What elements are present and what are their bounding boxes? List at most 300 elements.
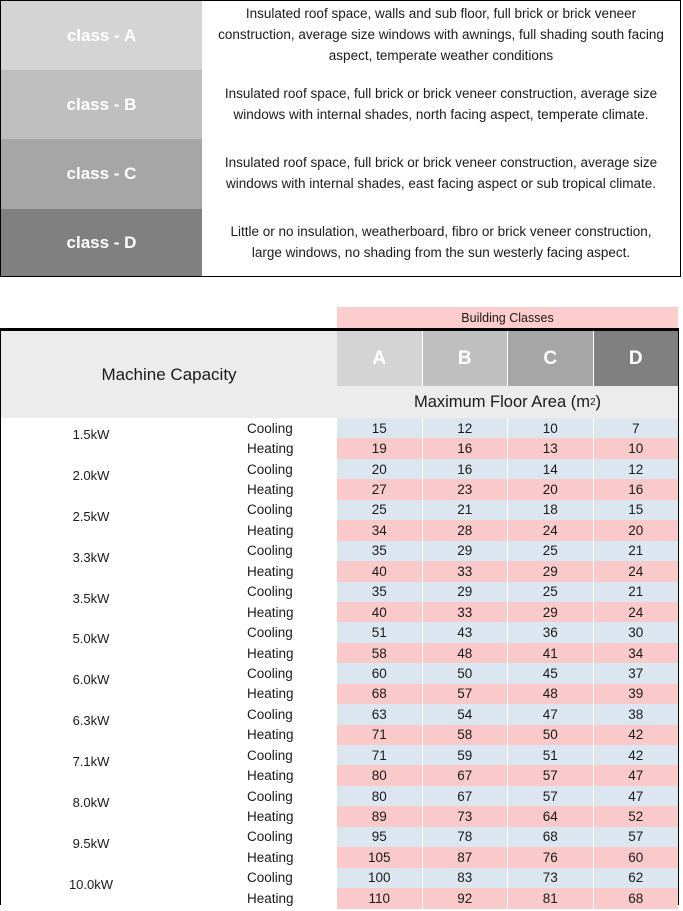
value-text: 89 <box>371 809 387 825</box>
value-text: 64 <box>542 809 558 825</box>
value-cell <box>423 643 509 663</box>
mode-cell-cooling <box>181 786 337 806</box>
value-text: 67 <box>457 768 473 784</box>
mode-cell-cooling <box>181 622 337 642</box>
mode-label: Cooling <box>247 706 293 722</box>
value-text: 45 <box>542 665 558 681</box>
max-floor-area-text: Maximum Floor Area (m <box>413 392 590 411</box>
value-text: 16 <box>628 482 644 498</box>
value-cell <box>508 561 594 581</box>
value-text: 81 <box>542 890 558 906</box>
table-row <box>1 459 678 483</box>
value-cell <box>508 786 594 806</box>
table-row <box>1 704 678 729</box>
class-column-header-a <box>337 331 423 386</box>
value-cell <box>423 888 509 908</box>
value-cell <box>594 868 679 888</box>
value-text: 15 <box>371 420 387 436</box>
class-column-letter: B <box>457 347 472 369</box>
capacity-cell <box>1 663 181 688</box>
value-text: 54 <box>457 706 473 722</box>
capacity-cell <box>1 459 181 483</box>
value-text: 21 <box>628 584 644 600</box>
table-row <box>1 868 678 892</box>
mode-cell-cooling <box>181 459 337 479</box>
capacity-label: 10.0kW <box>68 876 114 892</box>
value-text: 38 <box>628 706 644 722</box>
value-text: 35 <box>371 584 387 600</box>
capacity-label: 2.0kW <box>72 467 110 483</box>
value-cell <box>594 684 679 704</box>
mode-label: Heating <box>247 890 294 906</box>
value-cell <box>337 745 423 765</box>
table-row <box>1 622 678 647</box>
value-cell <box>423 704 509 724</box>
building-classes-super-header <box>337 307 678 328</box>
value-text: 28 <box>457 522 473 538</box>
value-text: 47 <box>628 788 644 804</box>
value-cell <box>423 847 509 867</box>
mode-cell-heating <box>181 561 337 581</box>
capacity-label: 6.0kW <box>72 672 110 688</box>
value-text: 19 <box>371 441 387 457</box>
mode-cell-cooling <box>181 663 337 683</box>
value-cell <box>508 765 594 785</box>
value-text: 60 <box>628 849 644 865</box>
class-description: Insulated roof space, full brick or brick veneer construction, average size windows with internal shades, north facing aspect, temperate climate. <box>224 85 658 122</box>
value-text: 63 <box>371 706 387 722</box>
table-row <box>1 786 678 810</box>
class-swatch-b <box>1 70 202 139</box>
value-cell <box>337 663 423 683</box>
value-text: 33 <box>457 604 473 620</box>
value-text: 10 <box>542 420 558 436</box>
mode-label: Cooling <box>247 829 293 845</box>
value-text: 51 <box>542 747 558 763</box>
value-cell <box>423 541 509 561</box>
mode-label: Heating <box>247 522 294 538</box>
value-cell <box>337 725 423 745</box>
value-cell <box>423 459 509 479</box>
mode-cell-heating <box>181 602 337 622</box>
value-text: 60 <box>371 665 387 681</box>
mode-label: Heating <box>247 645 294 661</box>
table-row <box>1 500 678 524</box>
value-cell <box>423 438 509 458</box>
value-cell <box>337 622 423 642</box>
class-swatch-a <box>1 1 202 70</box>
value-cell <box>337 479 423 499</box>
maximum-floor-area-label <box>337 386 678 418</box>
mode-label: Cooling <box>247 420 293 436</box>
value-text: 80 <box>371 768 387 784</box>
value-cell <box>337 418 423 438</box>
value-text: 47 <box>628 768 644 784</box>
value-cell <box>508 602 594 622</box>
class-letter-strip <box>337 331 678 386</box>
mode-label: Cooling <box>247 665 293 681</box>
mode-cell-cooling <box>181 418 337 438</box>
value-cell <box>508 663 594 683</box>
value-text: 18 <box>542 502 558 518</box>
value-cell <box>508 888 594 908</box>
value-cell <box>337 847 423 867</box>
value-cell <box>594 765 679 785</box>
mode-cell-cooling <box>181 541 337 561</box>
value-text: 52 <box>628 809 644 825</box>
table-row <box>1 663 678 688</box>
building-class-legend <box>0 0 681 277</box>
floor-area-table <box>0 307 683 911</box>
value-cell <box>594 582 679 602</box>
value-text: 30 <box>628 625 644 641</box>
capacity-cell <box>1 500 181 524</box>
value-cell <box>594 725 679 745</box>
value-cell <box>594 479 679 499</box>
value-cell <box>337 684 423 704</box>
value-cell <box>508 438 594 458</box>
value-cell <box>508 418 594 438</box>
value-text: 29 <box>542 563 558 579</box>
value-text: 27 <box>371 482 387 498</box>
max-floor-area-tail: ) <box>595 392 602 411</box>
capacity-label: 6.3kW <box>72 713 110 729</box>
capacity-cell <box>1 418 181 442</box>
mode-cell-cooling <box>181 827 337 847</box>
value-cell <box>337 786 423 806</box>
value-cell <box>423 479 509 499</box>
value-cell <box>594 663 679 683</box>
value-cell <box>594 500 679 520</box>
capacity-label: 2.5kW <box>72 508 110 524</box>
mode-label: Heating <box>247 563 294 579</box>
value-cell <box>423 725 509 745</box>
value-text: 29 <box>457 584 473 600</box>
value-cell <box>594 561 679 581</box>
value-cell <box>508 704 594 724</box>
mode-label: Cooling <box>247 788 293 804</box>
value-text: 41 <box>542 645 558 661</box>
value-cell <box>594 602 679 622</box>
value-text: 50 <box>457 665 473 681</box>
class-description: Insulated roof space, walls and sub floor, full brick or brick veneer construction, average size windows with awnings, full shading south facing aspect, temperate weather conditions <box>218 6 664 63</box>
value-text: 62 <box>628 870 644 886</box>
value-text: 68 <box>628 890 644 906</box>
capacity-label: 7.1kW <box>72 754 110 769</box>
class-swatch-label: class - A <box>66 25 137 45</box>
value-cell <box>423 520 509 540</box>
class-description: Insulated roof space, full brick or brick veneer construction, average size windows with internal shades, east facing aspect or sub tropical climate. <box>224 155 658 191</box>
mode-label: Cooling <box>247 543 293 559</box>
value-cell <box>594 847 679 867</box>
value-text: 15 <box>628 502 644 518</box>
value-cell <box>423 827 509 847</box>
mode-cell-cooling <box>181 868 337 888</box>
machine-capacity-label: Machine Capacity <box>101 364 237 384</box>
value-text: 48 <box>457 645 473 661</box>
value-text: 29 <box>457 543 473 559</box>
value-cell <box>594 520 679 540</box>
mode-cell-heating <box>181 888 337 908</box>
value-cell <box>594 418 679 438</box>
mode-cell-cooling <box>181 745 337 765</box>
value-cell <box>508 541 594 561</box>
legend-row <box>1 209 680 276</box>
mode-label: Cooling <box>247 625 293 641</box>
class-swatch-d <box>1 209 202 276</box>
value-text: 12 <box>628 461 644 477</box>
value-text: 83 <box>457 870 473 886</box>
value-text: 43 <box>457 625 473 641</box>
value-text: 48 <box>542 686 558 702</box>
value-text: 71 <box>371 747 387 763</box>
value-text: 78 <box>457 829 473 845</box>
value-text: 20 <box>371 461 387 477</box>
value-cell <box>508 582 594 602</box>
value-text: 16 <box>457 461 473 477</box>
capacity-cell <box>1 541 181 565</box>
mode-cell-heating <box>181 765 337 785</box>
mode-cell-cooling <box>181 500 337 520</box>
value-cell <box>337 520 423 540</box>
capacity-cell <box>1 745 181 769</box>
value-text: 29 <box>542 604 558 620</box>
legend-row <box>1 70 680 139</box>
value-text: 80 <box>371 788 387 804</box>
value-cell <box>423 786 509 806</box>
value-text: 14 <box>542 461 558 477</box>
mode-label: Heating <box>247 809 294 825</box>
table-row <box>1 827 678 851</box>
value-cell <box>337 438 423 458</box>
legend-row <box>1 139 680 209</box>
table-data-rows <box>1 418 678 909</box>
mode-cell-heating <box>181 725 337 745</box>
building-classes-label: Building Classes <box>461 310 554 325</box>
mode-label: Heating <box>247 768 294 784</box>
value-cell <box>594 541 679 561</box>
value-cell <box>423 622 509 642</box>
value-text: 33 <box>457 563 473 579</box>
value-text: 24 <box>542 522 558 538</box>
value-cell <box>594 643 679 663</box>
value-text: 36 <box>542 625 558 641</box>
value-cell <box>508 643 594 663</box>
capacity-label: 3.5kW <box>72 590 110 606</box>
table-row <box>1 745 678 769</box>
value-text: 12 <box>457 420 473 436</box>
value-text: 51 <box>371 625 387 641</box>
value-text: 10 <box>628 441 644 457</box>
value-text: 42 <box>628 747 644 763</box>
value-text: 40 <box>371 563 387 579</box>
value-cell <box>337 888 423 908</box>
class-column-letter: A <box>372 347 387 369</box>
value-text: 68 <box>371 686 387 702</box>
class-swatch-label: class - B <box>66 94 137 114</box>
value-cell <box>337 827 423 847</box>
value-cell <box>423 582 509 602</box>
value-cell <box>337 602 423 622</box>
value-cell <box>337 765 423 785</box>
mode-cell-heating <box>181 438 337 458</box>
value-cell <box>594 827 679 847</box>
mode-label: Cooling <box>247 502 293 518</box>
value-text: 57 <box>542 788 558 804</box>
value-text: 34 <box>628 645 644 661</box>
class-column-header-d <box>594 331 679 386</box>
value-cell <box>594 438 679 458</box>
mode-label: Heating <box>247 686 294 702</box>
value-text: 92 <box>457 890 473 906</box>
value-text: 35 <box>371 543 387 559</box>
capacity-label: 9.5kW <box>72 835 110 851</box>
value-text: 39 <box>628 686 644 702</box>
value-cell <box>423 561 509 581</box>
value-cell <box>508 827 594 847</box>
table-row <box>1 541 678 565</box>
mode-label: Heating <box>247 849 294 865</box>
value-cell <box>423 418 509 438</box>
value-cell <box>508 520 594 540</box>
value-cell <box>508 745 594 765</box>
class-column-header-c <box>508 331 594 386</box>
class-swatch-label: class - D <box>66 232 137 252</box>
value-text: 110 <box>368 890 391 906</box>
mode-cell-heating <box>181 847 337 867</box>
value-cell <box>423 684 509 704</box>
mode-label: Heating <box>247 604 294 620</box>
value-cell <box>337 704 423 724</box>
value-text: 58 <box>457 727 473 743</box>
mode-label: Cooling <box>247 870 293 886</box>
table-body-box <box>0 328 679 905</box>
value-cell <box>337 561 423 581</box>
capacity-label: 5.0kW <box>72 631 110 647</box>
mode-cell-cooling <box>181 704 337 724</box>
value-text: 105 <box>367 849 391 865</box>
value-text: 25 <box>371 502 387 518</box>
value-cell <box>508 684 594 704</box>
class-description: Little or no insulation, weatherboard, fibro or brick veneer construction, large windows, no shading from the sun westerly facing aspect. <box>230 223 652 260</box>
capacity-cell <box>1 582 181 606</box>
mode-label: Cooling <box>247 461 293 477</box>
value-cell <box>423 745 509 765</box>
capacity-cell <box>1 622 181 647</box>
value-text: 21 <box>457 502 473 518</box>
mode-label: Heating <box>247 727 294 743</box>
value-cell <box>423 806 509 826</box>
capacity-cell <box>1 704 181 729</box>
value-cell <box>508 847 594 867</box>
value-cell <box>423 602 509 622</box>
legend-row <box>1 1 680 70</box>
value-text: 7 <box>631 420 640 436</box>
value-text: 40 <box>371 604 387 620</box>
value-text: 23 <box>457 482 473 498</box>
value-cell <box>337 459 423 479</box>
value-text: 50 <box>542 727 558 743</box>
mode-cell-heating <box>181 643 337 663</box>
value-text: 24 <box>628 563 644 579</box>
capacity-label: 1.5kW <box>72 427 110 442</box>
value-text: 16 <box>457 441 473 457</box>
mode-label: Cooling <box>247 584 293 600</box>
value-cell <box>594 888 679 908</box>
value-cell <box>423 868 509 888</box>
value-text: 57 <box>542 768 558 784</box>
value-cell <box>594 459 679 479</box>
value-cell <box>423 500 509 520</box>
value-text: 73 <box>457 809 473 825</box>
value-text: 34 <box>371 522 387 538</box>
mode-cell-heating <box>181 479 337 499</box>
square-unit-superscript: 2 <box>589 396 596 408</box>
class-column-header-b <box>423 331 509 386</box>
mode-label: Heating <box>247 441 294 457</box>
mode-label: Heating <box>247 482 294 498</box>
value-cell <box>423 765 509 785</box>
value-text: 20 <box>628 522 644 538</box>
table-row <box>1 582 678 606</box>
value-cell <box>337 582 423 602</box>
capacity-cell <box>1 827 181 851</box>
value-text: 59 <box>457 747 473 763</box>
capacity-cell <box>1 786 181 810</box>
value-text: 20 <box>542 482 558 498</box>
capacity-label: 3.3kW <box>72 549 110 565</box>
value-cell <box>337 868 423 888</box>
mode-cell-heating <box>181 520 337 540</box>
class-swatch-label: class - C <box>66 164 137 183</box>
value-text: 25 <box>542 543 558 559</box>
class-columns-header <box>337 331 678 418</box>
value-text: 42 <box>628 727 644 743</box>
value-text: 95 <box>371 829 387 845</box>
value-cell <box>508 868 594 888</box>
mode-cell-heating <box>181 806 337 826</box>
value-cell <box>337 541 423 561</box>
class-column-letter: D <box>628 347 643 369</box>
value-cell <box>337 500 423 520</box>
value-text: 25 <box>542 584 558 600</box>
value-cell <box>594 806 679 826</box>
value-text: 67 <box>457 788 473 804</box>
value-cell <box>594 704 679 724</box>
value-cell <box>508 806 594 826</box>
mode-cell-cooling <box>181 582 337 602</box>
value-cell <box>423 663 509 683</box>
value-cell <box>594 745 679 765</box>
value-cell <box>508 622 594 642</box>
value-text: 100 <box>367 870 391 886</box>
value-cell <box>508 500 594 520</box>
value-cell <box>337 806 423 826</box>
value-text: 21 <box>628 543 644 559</box>
capacity-cell <box>1 868 181 892</box>
value-text: 37 <box>628 665 644 681</box>
value-text: 76 <box>542 849 558 865</box>
value-text: 57 <box>457 686 473 702</box>
value-cell <box>594 786 679 806</box>
machine-capacity-header <box>1 331 337 418</box>
value-text: 73 <box>542 870 558 886</box>
mode-label: Cooling <box>247 747 293 763</box>
value-cell <box>337 643 423 663</box>
class-swatch-c <box>1 139 202 209</box>
value-text: 68 <box>542 829 558 845</box>
value-text: 58 <box>371 645 387 661</box>
